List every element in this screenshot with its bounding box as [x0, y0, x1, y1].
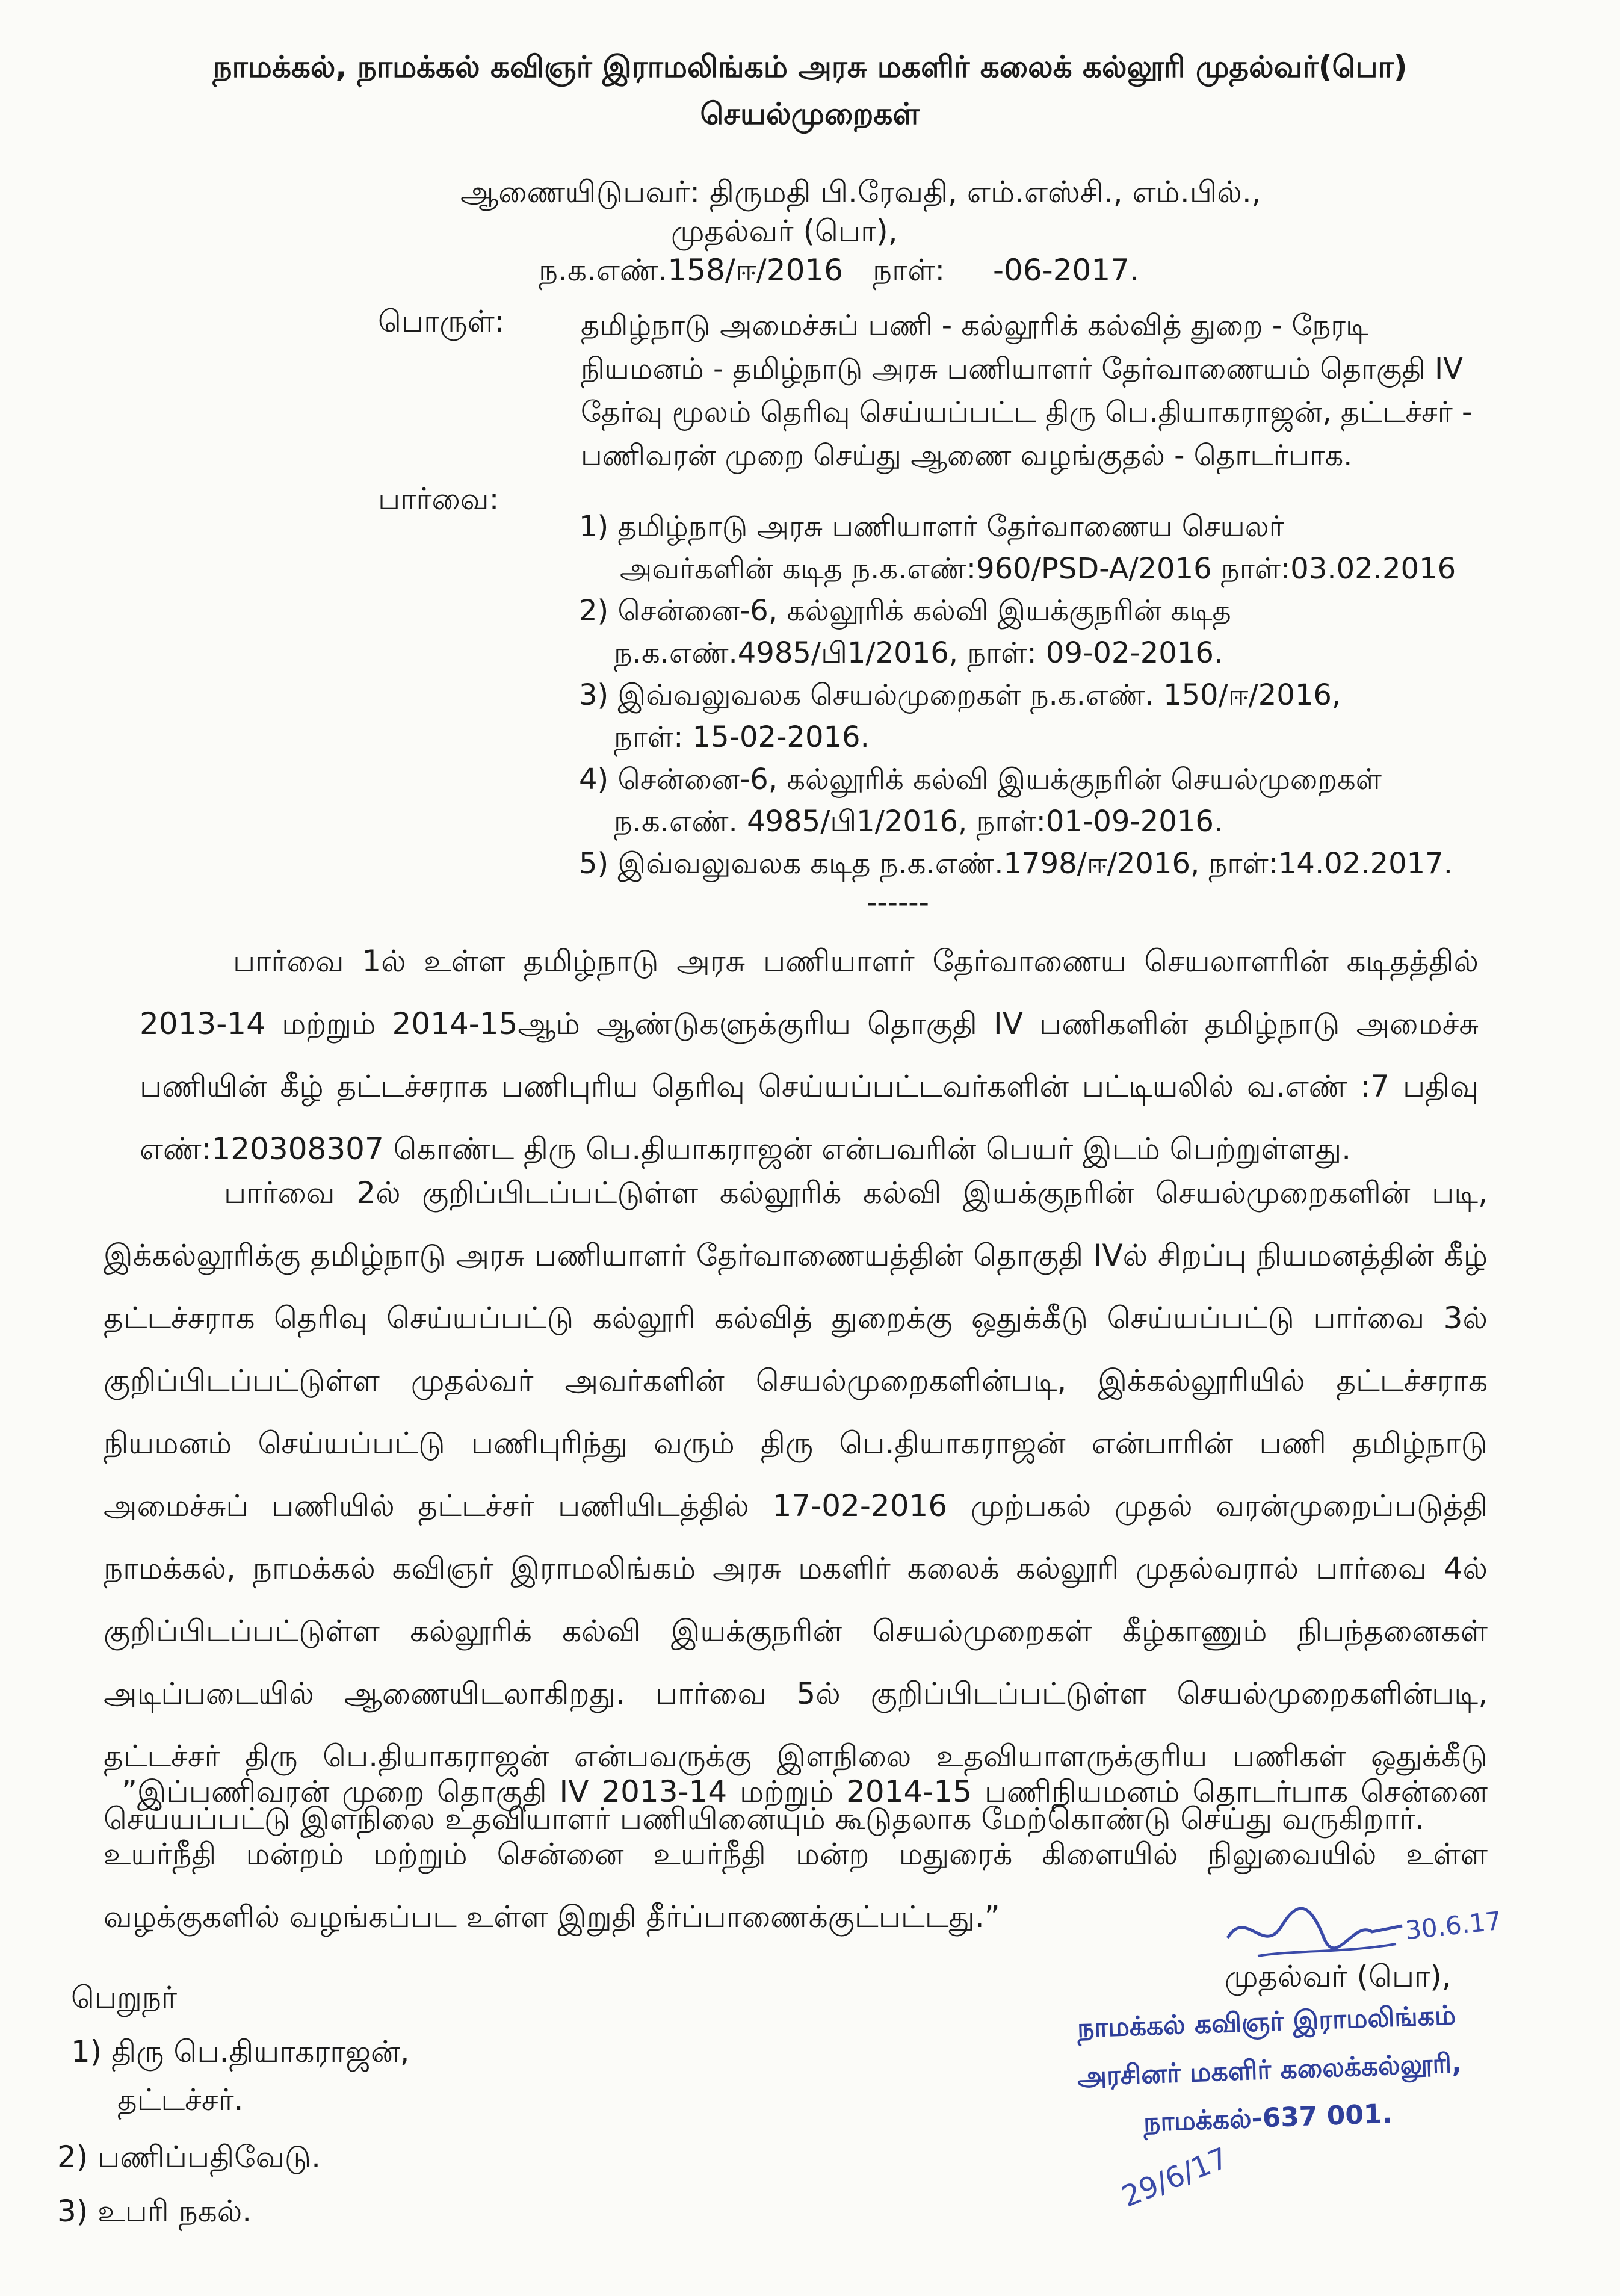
- reference-item: ந.க.எண். 4985/பி1/2016, நாள்:01-09-2016.: [614, 805, 1223, 838]
- subject-label: பொருள்:: [378, 304, 505, 339]
- issuer-designation: முதல்வர் (பொ),: [671, 214, 898, 249]
- reference-item: 5) இவ்வலுவலக கடித ந.க.எண்.1798/ஈ/2016, நாள்:14.02.2017.: [579, 847, 1453, 880]
- subject-text: தமிழ்நாடு அமைச்சுப் பணி - கல்லூரிக் கல்வித் துறை - நேரடி நியமனம் - தமிழ்நாடு அரசு பணியாளர் தேர்வாணையம் தொகுதி IV தேர்வு மூலம் தெரிவு செய்யப்பட்ட திரு பெ.தியாகராஜன், தட்டச்சர் - பணிவரன் முறை செய்து ஆணை வழங்குதல் - தொடர்பாக.: [581, 309, 1473, 472]
- reference-item: 1) தமிழ்நாடு அரசு பணியாளர் தேர்வாணைய செயலர்: [579, 510, 1284, 543]
- reference-item: 3) இவ்வலுவலக செயல்முறைகள் ந.க.எண். 150/ஈ/2016,: [579, 678, 1341, 712]
- reference-item: ந.க.எண்.4985/பி1/2016, நாள்: 09-02-2016.: [614, 636, 1223, 670]
- paragraph-3: ”இப்பணிவரன் முறை தொகுதி IV 2013-14 மற்றும் 2014-15 பணிநியமனம் தொடர்பாக சென்னை உயர்நீதி மன்றம் மற்றும் சென்னை உயர்நீதி மன்ற மதுரைக் கிளையில் நிலுவையில் உள்ள வழக்குகளில் வழங்கப்பட உள்ள இறுதி தீர்ப்பாணைக்குட்பட்டது.”: [104, 1774, 1488, 1934]
- date-value: -06-2017.: [993, 253, 1139, 288]
- date-label: நாள்:: [873, 253, 945, 288]
- paragraph-1: பார்வை 1ல் உள்ள தமிழ்நாடு அரசு பணியாளர் தேர்வாணைய செயலாளரின் கடிதத்தில் 2013-14 மற்றும் 2014-15ஆம் ஆண்டுகளுக்குரிய தொகுதி IV பணிகளின் தமிழ்நாடு அமைச்சு பணியின் கீழ் தட்டச்சராக பணிபுரிய தெரிவு செய்யப்பட்டவர்களின் பட்டியலில் வ.எண் :7 பதிவு எண்:120308307 கொண்ட திரு பெ.தியாகராஜன் என்பவரின் பெயர் இடம் பெற்றுள்ளது.: [140, 944, 1479, 1166]
- reference-number: ந.க.எண்.158/ஈ/2016: [539, 253, 844, 288]
- reference-item: நாள்: 15-02-2016.: [614, 720, 870, 754]
- issuer-line: ஆணையிடுபவர்: திருமதி பி.ரேவதி, எம்.எஸ்சி., எம்.பில்.,: [460, 175, 1261, 209]
- recipient-item: 1) திரு பெ.தியாகராஜன்,: [71, 2034, 410, 2069]
- college-title: நாமக்கல், நாமக்கல் கவிஞர் இராமலிங்கம் அரசு மகளிர் கலைக் கல்லூரி முதல்வர்(பொ): [212, 49, 1408, 84]
- reference-item: 2) சென்னை-6, கல்லூரிக் கல்வி இயக்குநரின் கடித: [579, 594, 1231, 628]
- separator: ------: [867, 886, 929, 920]
- signed-date: 30.6.17: [1403, 1905, 1503, 1946]
- references-label: பார்வை:: [378, 481, 499, 516]
- paragraph-2: பார்வை 2ல் குறிப்பிடப்பட்டுள்ள கல்லூரிக் கல்வி இயக்குநரின் செயல்முறைகளின் படி, இக்கல்லூரிக்கு தமிழ்நாடு அரசு பணியாளர் தேர்வாணையத்தின் தொகுதி IVல் சிறப்பு நியமனத்தின் கீழ் தட்டச்சராக தெரிவு செய்யப்பட்டு கல்லூரி கல்வித் துறைக்கு ஒதுக்கீடு செய்யப்பட்டு பார்வை 3ல் குறிப்பிடப்பட்டுள்ள முதல்வர் அவர்களின் செயல்முறைகளின்படி, இக்கல்லூரியில் தட்டச்சராக நியமனம் செய்யப்பட்டு பணிபுரிந்து வரும் திரு பெ.தியாகராஜன் என்பாரின் பணி தமிழ்நாடு அமைச்சுப் பணியில் தட்டச்சர் பணியிடத்தில் 17-02-2016 முற்பகல் முதல் வரன்முறைப்படுத்தி நாமக்கல், நாமக்கல் கவிஞர் இராமலிங்கம் அரசு மகளிர் கலைக் கல்லூரி முதல்வரால் பார்வை 4ல் குறிப்பிடப்பட்டுள்ள கல்லூரிக் கல்வி இயக்குநரின் செயல்முறைகள் கீழ்காணும் நிபந்தனைகள் அடிப்படையில் ஆணையிடலாகிறது. பார்வை 5ல் குறிப்பிடப்பட்டுள்ள செயல்முறைகளின்படி, தட்டச்சர் திரு பெ.தியாகராஜன் என்பவருக்கு இளநிலை உதவியாளருக்குரிய பணிகள் ஒதுக்கீடு செய்யப்பட்டு இளநிலை உதவியாளர் பணியினையும் கூடுதலாக மேற்கொண்டு செய்து வருகிறார்.: [104, 1175, 1488, 1836]
- recipient-item: 2) பணிப்பதிவேடு.: [57, 2140, 321, 2174]
- office-stamp-line: நாமக்கல் கவிஞர் இராமலிங்கம்: [1077, 2000, 1457, 2044]
- reference-item: அவர்களின் கடித ந.க.எண்:960/PSD-A/2016 நாள்:03.02.2016: [620, 552, 1456, 586]
- dispatch-date: 29/6/17: [1117, 2141, 1233, 2214]
- proceedings-title: செயல்முறைகள்: [700, 96, 920, 131]
- reference-item: 4) சென்னை-6, கல்லூரிக் கல்வி இயக்குநரின் செயல்முறைகள்: [579, 763, 1382, 796]
- recipient-item: 3) உபரி நகல்.: [57, 2194, 252, 2229]
- recipient-item: தட்டச்சர்.: [117, 2082, 244, 2117]
- signatory-designation: முதல்வர் (பொ),: [1225, 1959, 1452, 1994]
- office-stamp-line: அரசினர் மகளிர் கலைக்கல்லூரி,: [1077, 2047, 1462, 2093]
- office-stamp-line: நாமக்கல்-637 001.: [1143, 2098, 1393, 2138]
- recipients-label: பெறுநர்: [71, 1980, 178, 2015]
